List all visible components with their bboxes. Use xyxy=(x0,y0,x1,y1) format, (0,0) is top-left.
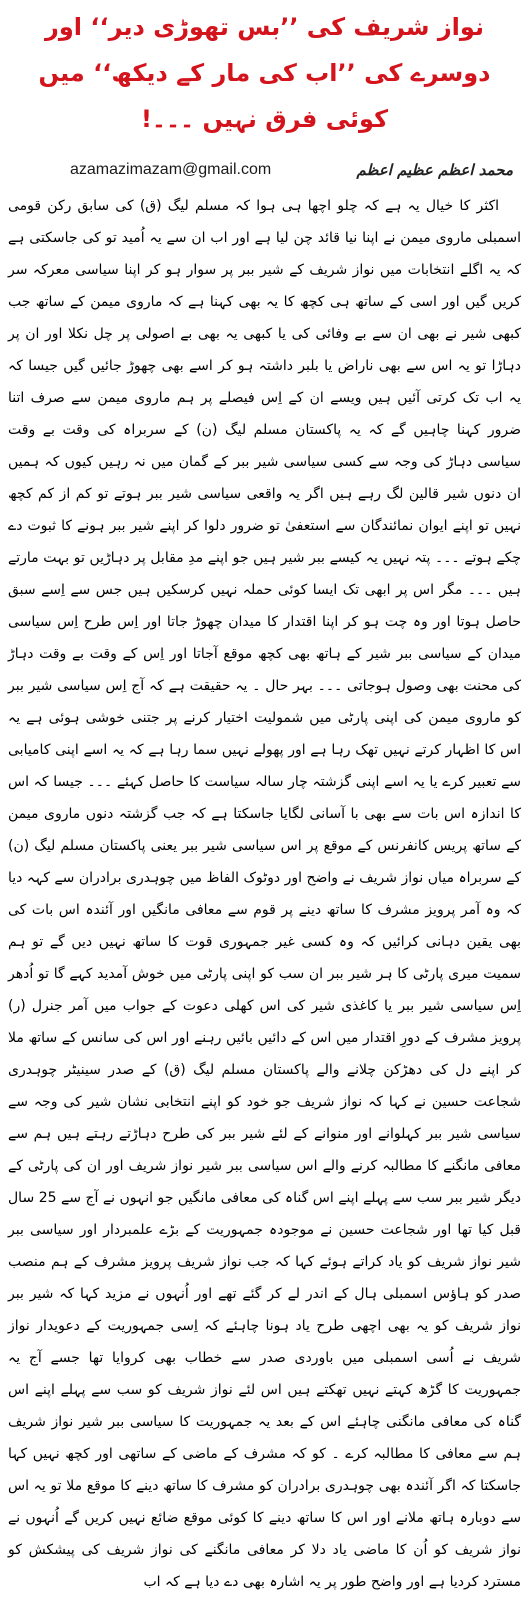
article-body: اکثر کا خیال یہ ہے کہ چلو اچھا ہی ہوا کہ مسلم لیگ (ق) کی سابق رکن قومی اسمبلی ماروی میمن نے اپنا نیا قائد چن لیا ہے اور اب ان سے یہ اُمید تو کی جاسکتی ہے کہ یہ اگلے انتخابات میں نواز شریف کے شیر ببر پر سوار ہو کر اپنا سیاسی معرکہ سر کریں گیں اور اسی کے ساتھ ہی کچھ کا یہ بھی کہنا ہے کہ ماروی میمن کے ساتھ جب کبھی شیر نے بھی ان سے بے وفائی کی یا کبھی یہ بھی بے اصولی پر چل نکلا اور ان پر دہاڑا تو یہ اس سے بھی ناراض یا بلبر داشتہ ہو کر اسے بھی چھوڑ جائیں گیں جیسا کہ یہ اب تک کرتی آئیں ہیں ویسے ان کے اِس فیصلے پر ہم ماروی میمن سے صرف اتنا ضرور کہنا چاہیں گے کہ یہ پاکستان مسلم لیگ (ن) کے سربراہ کی وقت بے وقت سیاسی دہاڑ کی وجہ سے کسی سیاسی شیر ببر کے گمان میں نہ رہیں کیوں کہ ہمیں ان دنوں شیر قالین لگ رہے ہیں اگر یہ واقعی سیاسی شیر ببر ہوتے تو کم از کم کچھ نہیں تو اپنے ایوان نمائندگان سے استعفیٰ تو ضرور دلوا کر اپنے شیر ببر ہونے کا ثبوت دے چکے ہوتے ۔۔۔ پتہ نہیں یہ کیسے ببر شیر ہیں جو اپنے مدِ مقابل پر دہاڑیں تو بہت مارتے ہیں ۔۔۔ مگر اس پر ابھی تک ایسا کوئی حملہ نہیں کرسکیں ہیں جس سے اِسے سبق حاصل ہوتا اور وہ چت ہو کر اپنا اقتدار کا میدان چھوڑ جاتا اور اِس طرح اِس سیاسی میدان کے سیاسی ببر شیر کے ہاتھ بھی کچھ موقع آجاتا اور اِس کے وقت بے وقت دہاڑ کی محنت بھی وصول ہوجاتی ۔۔۔ بہر حال ۔ یہ حقیقت ہے کہ آج اِس سیاسی شیر ببر کو ماروی میمن کی اپنی پارٹی میں شمولیت اختیار کرنے پر جتنی خوشی ہوئی ہے یہ اس کا اظہار کرتے نہیں تھک رہا ہے اور پھولے نہیں سما رہا ہے کہ یہ اسے اپنی کامیابی سے تعبیر کرے یا یہ اسے اپنی گزشتہ چار سالہ سیاست کا حاصل کہئے ۔۔۔ جیسا کہ اس کا اندازہ اس بات سے بھی با آسانی لگایا جاسکتا ہے کہ جب گزشتہ دنوں ماروی میمن کے ساتھ پریس کانفرنس کے موقع پر اس سیاسی شیر ببر یعنی پاکستان مسلم لیگ (ن) کے سربراہ میاں نواز شریف نے واضح اور دوٹوک الفاظ میں چوہدری برادران سے کہہ دیا کہ وہ آمر پرویز مشرف کا ساتھ دینے پر قوم سے معافی مانگیں اور آئندہ اس بات کی بھی یقین دہانی کرائیں کہ وہ کسی غیر جمہوری قوت کا ساتھ نہیں دیں گے تو ہم سمیت میری پارٹی کا ہر شیر ببر ان سب کو اپنی پارٹی میں خوش آمدید کہے گا تو اُدھر اِس سیاسی شیر ببر یا کاغذی شیر کی اس کھلی دعوت کے جواب میں آمر جنرل (ر) پرویز مشرف کے دورِ اقتدار میں اس کے دائیں بائیں رہنے اور اس کی سانس کے ساتھ ملا کر اپنے دل کی دھڑکن چلانے والے پاکستان مسلم لیگ (ق) کے صدر سینیٹر چوہدری شجاعت حسین نے کہا کہ نواز شریف جو خود کو اپنے انتخابی نشان شیر کی وجہ سے سیاسی شیر ببر کہلوانے اور منوانے کے لئے شیر ببر کی طرح دہاڑتے رہتے ہیں ہم سے معافی مانگنے کا مطالبہ کرنے والے اس سیاسی ببر شیر نواز شریف اور ان کی پارٹی کے دیگر شیر ببر سب سے پہلے اپنے اس گناہ کی معافی مانگیں جو انہوں نے آج سے 25 سال قبل کیا تھا اور شجاعت حسین نے موجودہ جمہوریت کے بڑے علمبردار اور سیاسی ببر شیر نواز شریف کو یاد کراتے ہوئے کہا کہ جب نواز شریف پرویز مشرف کے ہم منصب صدر کو ہاؤس اسمبلی ہال کے اندر لے کر گئے تھے اور اُنہوں نے مزید کہا کہ شیر ببر نواز شریف کو یہ بھی اچھی طرح یاد ہونا چاہئے کہ اِسی جمہوریت کے دعویدار نواز شریف نے اُسی اسمبلی میں باوردی صدر سے خطاب بھی کروایا تھا جسے آج یہ جمہوریت کا گڑھ کہتے نہیں تھکتے ہیں اس لئے نواز شریف کو سب سے پہلے اپنے اس گناہ کی معافی مانگنی چاہئے اس کے بعد یہ جمہوریت کا سیاسی ببر شیر نواز شریف ہم سے معافی کا مطالبہ کرے ۔ کو کہ مشرف کے ماضی کے ساتھی اور کچھ نہیں کہا جاسکتا کہ اگر آئندہ بھی چوہدری برادران کو مشرف کا ساتھ دینے کا موقع ملا تو یہ اس سے دوبارہ ہاتھ ملانے اور اس کا ساتھ دینے کا کوئی موقع ضائع نہیں کریں گے اُنہوں نے نواز شریف کو اُن کا ماضی یاد دلا کر معافی مانگنے کی نواز شریف کی پیشکش کو مسترد کردیا ہے اور واضح طور پر یہ اشارہ بھی دے دیا ہے کہ اب xyxy=(8,198,521,1590)
byline xyxy=(6,150,523,190)
article-headline: نواز شریف کی ’’بس تھوڑی دیر‘‘ اور دوسرے کی ’’اب کی مار کے دیکھ‘‘ میں کوئی فرق نہیں ۔۔۔! xyxy=(38,13,491,133)
author-email: azamazimazam@gmail.com xyxy=(70,161,272,178)
author-name: محمد اعظم عظیم اعظم xyxy=(356,161,513,179)
